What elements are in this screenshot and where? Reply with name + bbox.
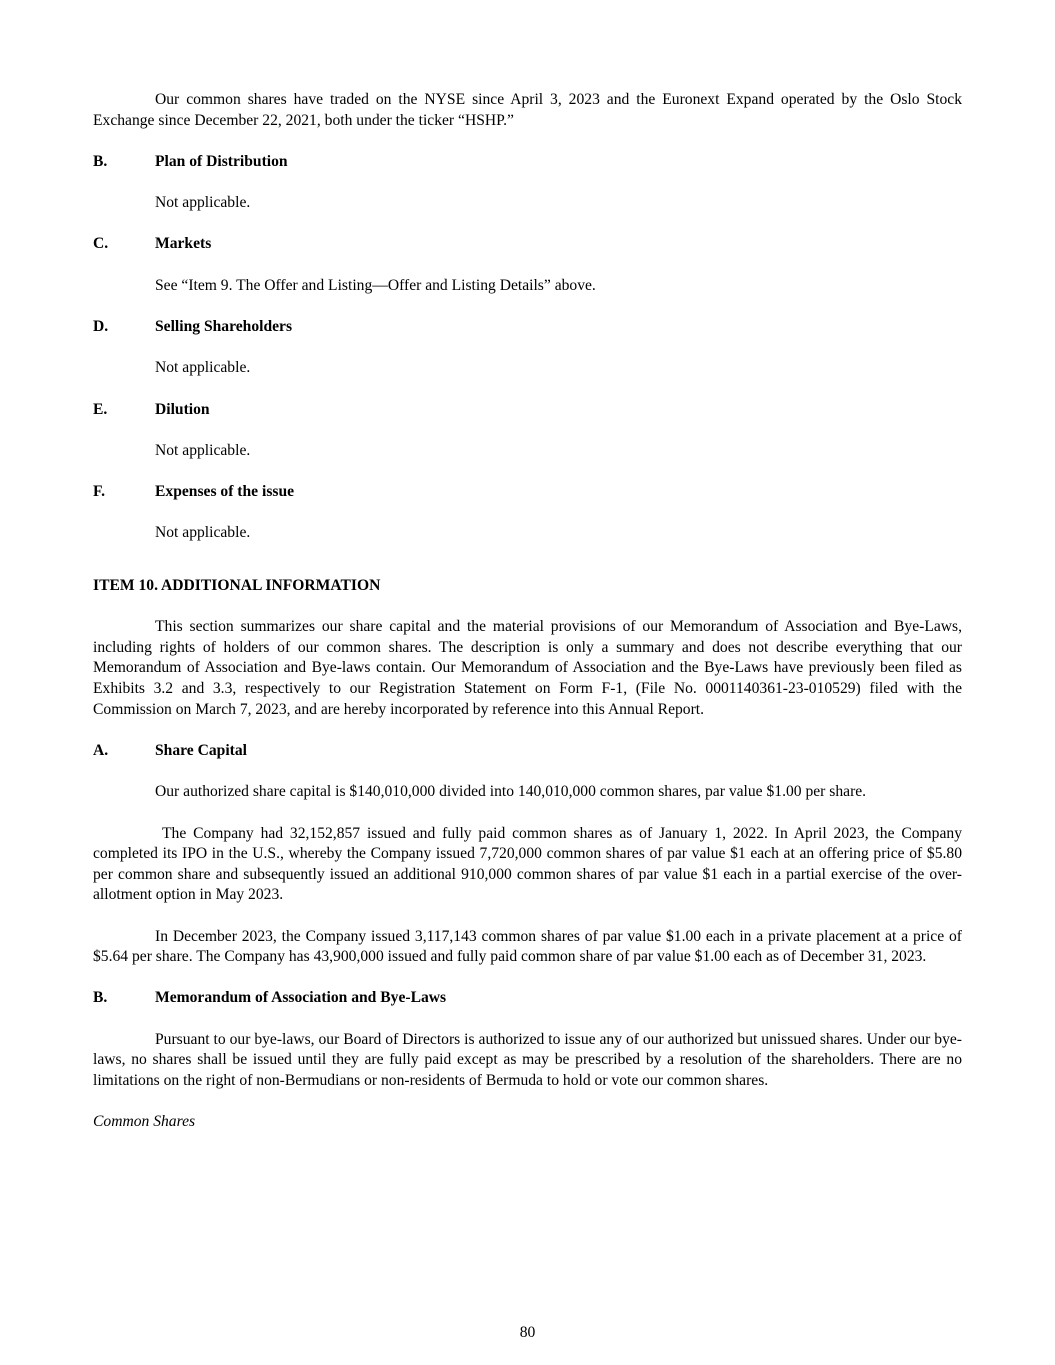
intro-paragraph: Our common shares have traded on the NYSE since April 3, 2023 and the Euronext Expand operated by the Oslo Stock Exchange since December 22, 2021, both under the ticker “HSHP.” <box>93 91 962 129</box>
section-heading <box>93 400 962 421</box>
page-number: 80 <box>519 1324 536 1341</box>
section-heading <box>93 482 962 503</box>
section-title: Plan of Distribution <box>155 152 288 170</box>
section-expenses-of-issue <box>93 482 962 544</box>
section-title: Memorandum of Association and Bye-Laws <box>155 989 447 1007</box>
section-letter: B. <box>93 989 108 1007</box>
section-body: Not applicable. <box>155 441 251 459</box>
share-capital-paragraph-1: Our authorized share capital is $140,010,000 divided into 140,010,000 common shares, par value $1.00 per share. <box>155 783 867 801</box>
section-heading <box>93 234 962 255</box>
common-shares-subheading: Common Shares <box>93 1113 196 1131</box>
section-selling-shareholders <box>93 317 962 379</box>
section-letter: E. <box>93 400 108 418</box>
section-title: Selling Shareholders <box>155 318 293 335</box>
memorandum-paragraph-1: Pursuant to our bye-laws, our Board of Directors is authorized to issue any of our authorized but unissued shares. Under our bye-laws, no shares shall be issued until they are fully paid except as may be prescribed by a resolution of the shareholders. There are no limitations on the right of non-Bermudians or non-residents of Bermuda to hold or vote our common shares. <box>93 1030 962 1089</box>
section-letter: A. <box>93 741 109 759</box>
section-letter: F. <box>93 483 105 501</box>
section-heading <box>93 152 962 173</box>
section-body: See “Item 9. The Offer and Listing—Offer and Listing Details” above. <box>155 276 596 294</box>
section-letter: D. <box>93 318 109 335</box>
share-capital-paragraph-2: The Company had 32,152,857 issued and fully paid common shares as of January 1, 2022. In April 2023, the Company completed its IPO in the U.S., whereby the Company issued 7,720,000 common shares of par value $1 each at an offering price of $5.80 per common share and subsequently issued an additional 910,000 common shares of par value $1 each in a partial exercise of the over-allotment option in May 2023. <box>93 824 962 904</box>
share-capital-paragraph-3: In December 2023, the Company issued 3,117,143 common shares of par value $1.00 each in a private placement at a price of $5.64 per share. The Company has 43,900,000 issued and fully paid common share of par value $1.00 each as of December 31, 2023. <box>93 927 962 966</box>
item-10-intro: This section summarizes our share capital and the material provisions of our Memorandum of Association and Bye-Laws, including rights of holders of our common shares. The description is only a summary and does not describe everything that our Memorandum of Association and Bye-laws contain. Our Memorandum of Association and the Bye-Laws have previously been filed as Exhibits 3.2 and 3.3, respectively to our Registration Statement on Form F-1, (File No. 0001140361-23-010529) filed with the Commission on March 7, 2023, and are hereby incorporated by reference into this Annual Report. <box>93 618 962 718</box>
section-dilution <box>93 400 962 462</box>
section-markets <box>93 234 962 296</box>
section-heading <box>93 988 962 1009</box>
section-body: Not applicable. <box>155 359 251 377</box>
section-letter: C. <box>93 235 109 253</box>
section-body: Not applicable. <box>155 194 251 212</box>
section-title: Share Capital <box>155 741 247 759</box>
section-title: Expenses of the issue <box>155 483 295 501</box>
item-10-heading: ITEM 10. ADDITIONAL INFORMATION <box>93 577 381 594</box>
section-title: Markets <box>155 235 212 253</box>
section-heading <box>93 741 962 762</box>
section-body: Not applicable. <box>155 524 251 542</box>
document-page <box>93 90 962 1133</box>
section-share-capital <box>93 741 962 968</box>
section-title: Dilution <box>155 400 210 418</box>
section-plan-of-distribution <box>93 152 962 214</box>
section-memorandum <box>93 988 962 1132</box>
section-letter: B. <box>93 152 108 170</box>
section-heading <box>93 317 962 338</box>
